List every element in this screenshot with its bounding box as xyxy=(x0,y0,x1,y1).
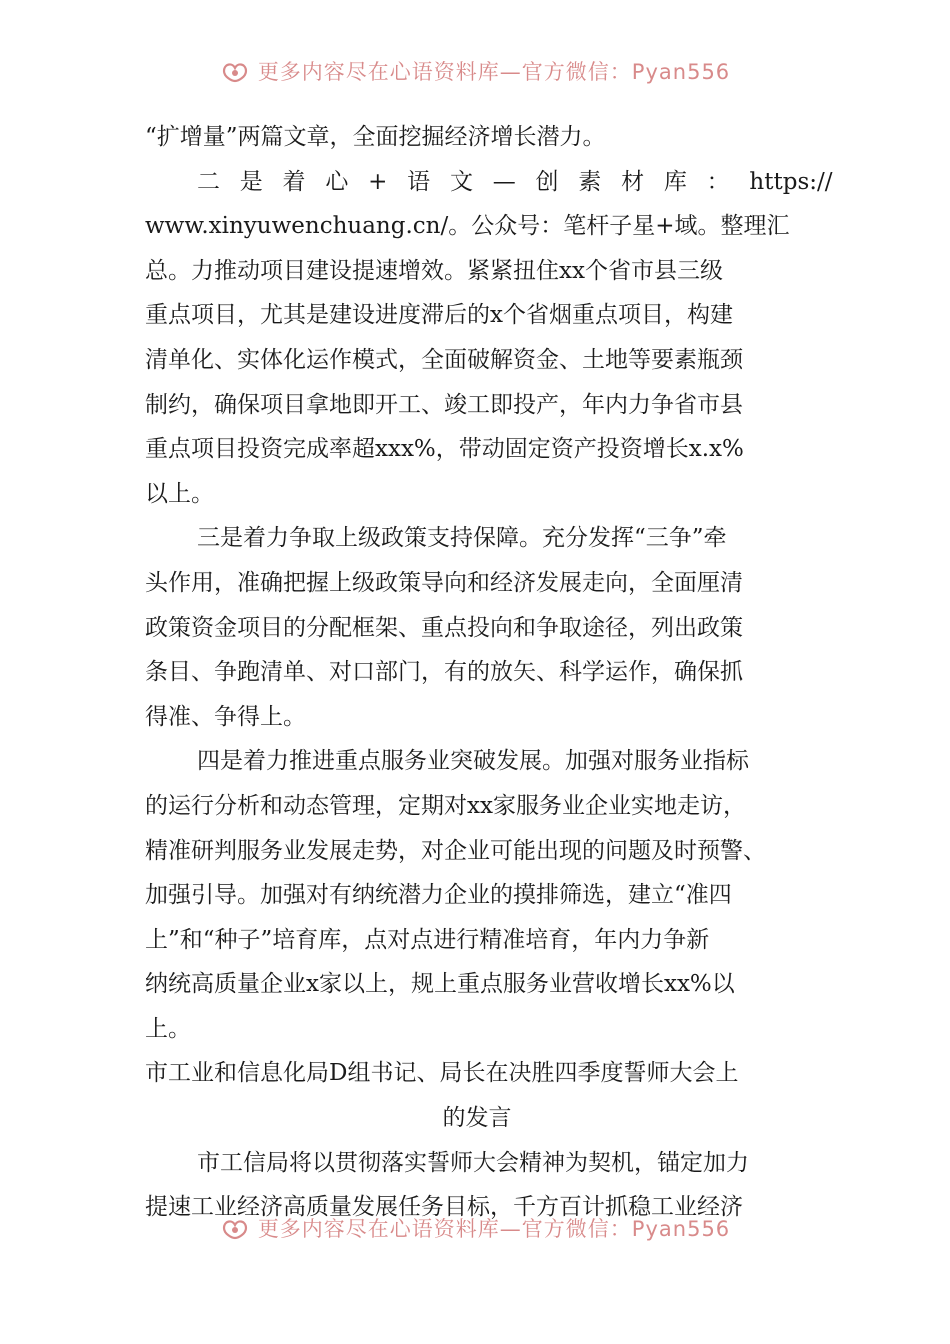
text-line: 提速工业经济高质量发展任务目标，千方百计抓稳工业经济 xyxy=(145,1194,743,1221)
text-line xyxy=(145,160,833,205)
watermark-text: 更多内容尽在心语资料库—官方微信：Pyan556 xyxy=(257,60,731,84)
text-line: 重点项目，尤其是建设进度滞后的x个省烟重点项目，构建 xyxy=(145,302,733,329)
document-body xyxy=(145,115,833,1230)
text-line: 头作用，准确把握上级政策导向和经济发展走向，全面厘清 xyxy=(145,569,743,596)
text-line: 总。力推动项目建设提速增效。紧紧扭住xx个省市县三级 xyxy=(145,257,723,284)
section-title: 市工业和信息化局D组书记、局长在决胜四季度誓师大会上 xyxy=(145,1060,739,1087)
logo-icon xyxy=(220,59,250,83)
section-title-cont: 的发言 xyxy=(442,1105,512,1132)
text-line: 得准、争得上。 xyxy=(145,703,306,730)
text-line: 加强引导。加强对有纳统潜力企业的摸排筛选，建立“准四 xyxy=(145,882,732,909)
text-line: 上。 xyxy=(145,1015,191,1042)
text-line: www.xinyuwenchuang.cn/。公众号：笔杆子星+域。整理汇 xyxy=(145,213,790,240)
text-line: 市工信局将以贯彻落实誓师大会精神为契机，锚定加力 xyxy=(197,1149,749,1176)
text-line-spread: 二是着心+语文—创素材库： xyxy=(197,168,750,195)
url-fragment: https:// xyxy=(749,168,833,195)
text-line: 上”和“种子”培育库，点对点进行精准培育，年内力争新 xyxy=(145,926,710,953)
text-line: 精准研判服务业发展走势，对企业可能出现的问题及时预警、 xyxy=(145,837,766,864)
text-line: “扩增量”两篇文章，全面挖掘经济增长潜力。 xyxy=(145,124,606,150)
text-line: 制约，确保项目拿地即开工、竣工即投产，年内力争省市县 xyxy=(145,391,743,418)
text-line: 政策资金项目的分配框架、重点投向和争取途径，列出政策 xyxy=(145,614,743,641)
text-line: 的运行分析和动态管理，定期对xx家服务业企业实地走访， xyxy=(145,792,746,819)
text-line: 四是着力推进重点服务业突破发展。加强对服务业指标 xyxy=(197,748,749,775)
text-line: 以上。 xyxy=(145,480,214,507)
text-line: 清单化、实体化运作模式，全面破解资金、土地等要素瓶颈 xyxy=(145,346,743,373)
text-line: 重点项目投资完成率超xxx%，带动固定资产投资增长x.x% xyxy=(145,436,744,463)
text-line: 条目、争跑清单、对口部门，有的放矢、科学运作，确保抓 xyxy=(145,659,743,686)
watermark-text: 更多内容尽在心语资料库—官方微信：Pyan556 xyxy=(257,1217,731,1241)
text-line: 三是着力争取上级政策支持保障。充分发挥“三争”牵 xyxy=(197,525,727,552)
watermark-top xyxy=(0,52,950,84)
text-line: 纳统高质量企业x家以上，规上重点服务业营收增长xx%以 xyxy=(145,971,735,998)
logo-icon xyxy=(220,1216,250,1240)
watermark-bottom xyxy=(0,1207,950,1241)
